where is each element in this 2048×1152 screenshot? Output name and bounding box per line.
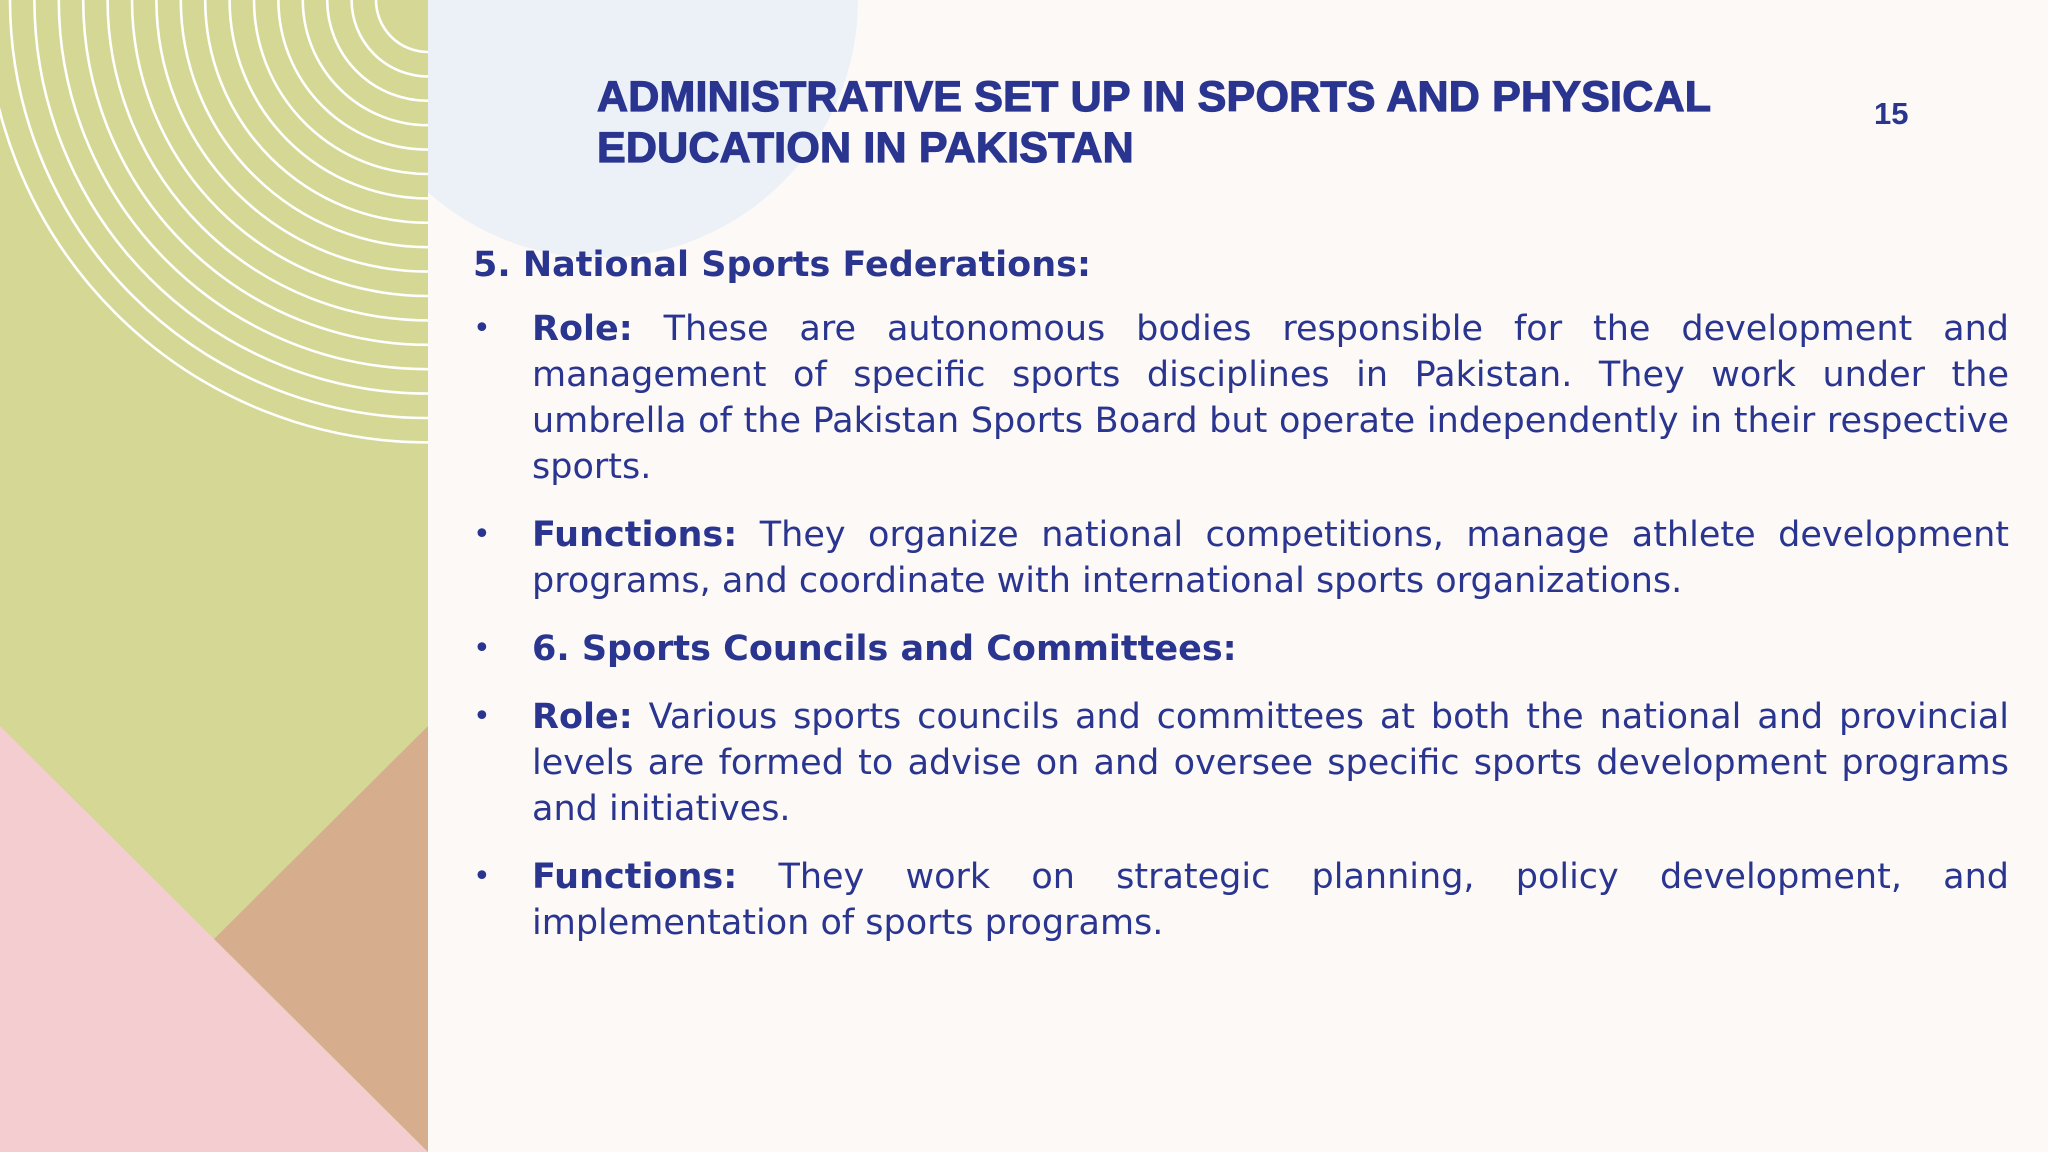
bullet-item xyxy=(473,626,2009,672)
bullet-glyph: • xyxy=(473,631,491,666)
bullet-glyph: • xyxy=(473,517,491,552)
bullet-label: Functions: xyxy=(532,857,738,897)
bullet-label: Functions: xyxy=(532,515,738,555)
slide-title-line-2: EDUCATION IN PAKISTAN xyxy=(597,124,1134,172)
bullet-label: 6. Sports Councils and Committees: xyxy=(532,629,1237,669)
bullet-item xyxy=(473,306,2009,490)
bullet-text: They organize national competitions, manage athlete development programs, and coordinate with international sports organizations. xyxy=(532,515,2009,601)
bullet-text: They work on strategic planning, policy development, and implementation of sports programs. xyxy=(532,857,2009,943)
slide-body xyxy=(473,242,2009,968)
bullet-text: Various sports councils and committees at both the national and provincial levels are formed to advise on and oversee specific sports development programs and initiatives. xyxy=(532,697,2009,829)
bullet-item xyxy=(473,854,2009,946)
bullet-glyph: • xyxy=(473,311,491,346)
section-heading: 5. National Sports Federations: xyxy=(473,245,1091,285)
bullet-glyph: • xyxy=(473,859,491,894)
bullet-label: Role: xyxy=(532,309,633,349)
slide-title-line-1: ADMINISTRATIVE SET UP IN SPORTS AND PHYSICAL xyxy=(597,73,1712,121)
bullet-item xyxy=(473,512,2009,604)
bullet-label: Role: xyxy=(532,697,633,737)
bullet-list xyxy=(473,306,2009,946)
bullet-text: These are autonomous bodies responsible for the development and management of specific sports disciplines in Pakistan. They work under the umbrella of the Pakistan Sports Board but operate independently in their respective sports. xyxy=(532,309,2009,487)
slide-title xyxy=(597,72,1867,174)
bullet-glyph: • xyxy=(473,699,491,734)
bullet-item xyxy=(473,694,2009,832)
slide-number: 15 xyxy=(1874,96,1909,131)
